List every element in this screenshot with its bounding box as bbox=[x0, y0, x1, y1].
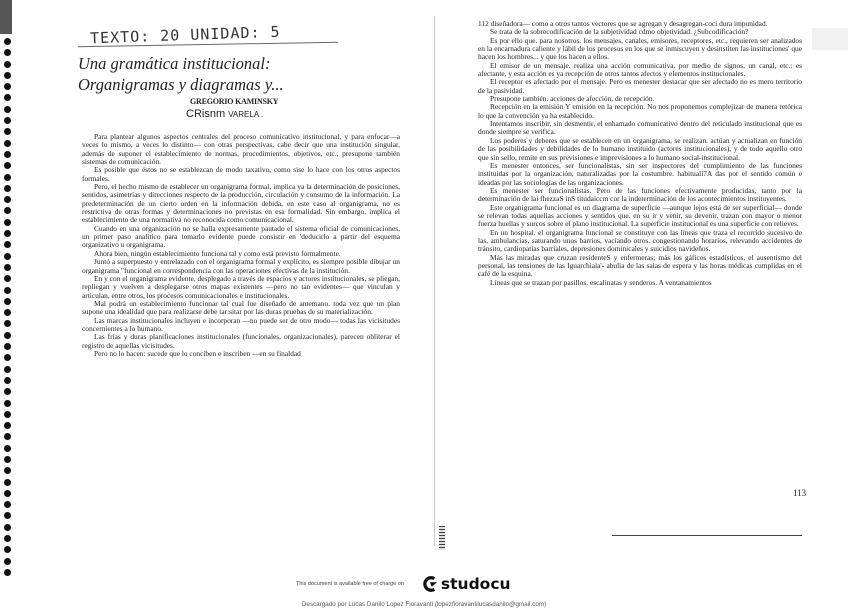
binder-hole-icon bbox=[4, 411, 11, 418]
binder-hole-icon bbox=[4, 558, 11, 565]
right-paragraph: Es menester ser funcionalistas. Pero de las funciones efectivamente producidas, tanto por la determinación de lai fhezzaS inS titudaiccm cor la indeterminación de los acontecimientos instituyentes. bbox=[478, 185, 802, 204]
binder-hole-icon bbox=[4, 569, 11, 576]
right-paragraph: Este organigrama funcional es un diagrama de superficie —aunque lejos está de ser superficial— donde se relevan todas aquellas acciones y sentidos que. en su ir y venir, su devenir, trazan con mayor o menor fuerza huellas y surcos sobre el plano institucional. La superficie institucional es una superficie con relieves. bbox=[478, 202, 802, 229]
title-line-2: Organigramas y diagramas y... bbox=[78, 75, 284, 94]
binder-hole-icon bbox=[4, 83, 11, 90]
binder-hole-icon bbox=[4, 343, 11, 350]
binder-hole-icon bbox=[4, 524, 11, 531]
right-paragraph: Intentamos inscribir, sin desmentir, el enhamado comunicativo dentro del reticulado institucional que es donde siempre se verifica. bbox=[478, 119, 802, 137]
binder-hole-icon bbox=[4, 140, 11, 147]
binder-hole-icon bbox=[4, 241, 11, 248]
binder-holes bbox=[4, 38, 14, 580]
left-paragraph: Las marcas institucionales incluyen e incorporan —no puede ser de otro modo— todas las vicisitudes concernientes a lo humano. bbox=[82, 315, 400, 333]
right-paragraph: En un hospital. el organigrama funcional se constituye con las líneas que traza el recorrido sucesivo de las, ambulancias, saturando unos barrios, vaciando otros. congestionando horarios, relevando accidentes de tránsito, cardiopatías barriales, depresiones dominicales y suicidios navideños. bbox=[478, 227, 802, 254]
binder-hole-icon bbox=[4, 501, 11, 508]
left-paragraph: Las frías y duras planificaciones institucionales (funcionales, organizacionales), parecen obliterar el registro de aquellas vicisitudes. bbox=[82, 332, 400, 350]
left-paragraph: Para plantear algunos aspectos centrales del proceso comunicativo institucional, y para enfocar—a veces lo mismo, a veces lo distinto— con otras perspectivas, cabe decir que una institución singular, además de suponer el establecimiento de normas, procedimientos, objetivos, etc., presupone también sistemas de comunicación. bbox=[82, 132, 400, 167]
binder-hole-icon bbox=[4, 479, 11, 486]
title-line-1: Una gramática institucional: bbox=[78, 54, 271, 73]
binder-hole-icon bbox=[4, 377, 11, 384]
binder-hole-icon bbox=[4, 230, 11, 237]
binder-hole-icon bbox=[4, 309, 11, 316]
page-gutter bbox=[434, 16, 435, 546]
page-corner-mark bbox=[0, 0, 12, 34]
right-paragraph: Más las miradas que cruzan residenteS y enfermeras; más los gáficos estadísticos, el ausentismo del personal, las tensiones de las Iguarchiala'- abulia de las salas de espera y las horas médicas cumplidas en el café de la esquina. bbox=[478, 252, 802, 279]
right-paragraph: Recepción en la emisión Y emisión en la recepción. No nos proponemos complejizar de manera retórica lo que la convención ya ha establecido. bbox=[478, 102, 802, 120]
binder-hole-icon bbox=[4, 354, 11, 361]
handwritten-note: TEXTO: 20 UNIDAD: 5 bbox=[89, 22, 281, 48]
binder-hole-icon bbox=[4, 287, 11, 294]
bottom-rule bbox=[612, 535, 802, 536]
binder-hole-icon bbox=[4, 366, 11, 373]
co-author-last: VARELA . bbox=[228, 110, 264, 119]
binder-hole-icon bbox=[4, 264, 11, 271]
left-paragraph: Ahora bien, ningún establecimiento funciona tal y como está previsto formalmente. bbox=[94, 248, 341, 258]
left-column bbox=[82, 133, 400, 358]
gutter-scan-mark bbox=[439, 526, 445, 550]
availability-text: This document is available free of charge on bbox=[296, 581, 404, 587]
right-column bbox=[478, 20, 802, 287]
co-author-first: CRisnm bbox=[186, 108, 226, 120]
studocu-footer bbox=[296, 574, 511, 594]
binder-hole-icon bbox=[4, 94, 11, 101]
binder-hole-icon bbox=[4, 253, 11, 260]
article-title bbox=[78, 53, 284, 95]
left-paragraph: Es posible que éstos no se establezcan de modo taxativo, como sise lo hace con los otros aspectos formales. bbox=[82, 165, 400, 183]
binder-hole-icon bbox=[4, 546, 11, 553]
binder-hole-icon bbox=[4, 298, 11, 305]
right-paragraph: Presupone también. acciones de afección, de recepción. bbox=[490, 94, 655, 104]
co-author-name bbox=[186, 108, 263, 120]
binder-hole-icon bbox=[4, 445, 11, 452]
binder-hole-icon bbox=[4, 49, 11, 56]
binder-hole-icon bbox=[4, 61, 11, 68]
right-paragraph: Líneas que se trazan por pasillos. escalinatas y senderos. A ventanamientos bbox=[490, 277, 712, 287]
author-name: GREGORIO KAMINSKY bbox=[190, 97, 279, 106]
binder-hole-icon bbox=[4, 219, 11, 226]
binder-hole-icon bbox=[4, 275, 11, 282]
binder-hole-icon bbox=[4, 422, 11, 429]
binder-hole-icon bbox=[4, 196, 11, 203]
binder-hole-icon bbox=[4, 151, 11, 158]
binder-hole-icon bbox=[4, 433, 11, 440]
binder-hole-icon bbox=[4, 162, 11, 169]
binder-hole-icon bbox=[4, 38, 11, 45]
left-paragraph: Mal podrá un establecimiento funcionar tal cual fue diseñado de antemano. toda vez que un plan supone una idealidad que para realizarse debe tar:sitar por las duras pruebas de su materialización. bbox=[82, 298, 400, 317]
binder-hole-icon bbox=[4, 320, 11, 327]
studocu-brand-link[interactable]: studocu bbox=[440, 575, 511, 593]
right-paragraph: Se trata de la sobrecodificación de la subjetividad cdmo objetividad. ¿Subcodificación? bbox=[490, 27, 749, 37]
left-paragraph: Pero, el hecho mismo de establecer un organigrama formal, implica ya la determinación de posiciones, sentidos, asimetrías y direcciones respecto de la producción, circulación y consumo de la información. La predeterminación de un cierto orden en la información debida, en este caso al organigrama, no es restrictiva de otras formas y determinaciones no previstas en esa formalidad. Sin embargo, implica el establecimiento de una normativa no reconocida como comunicacional. bbox=[82, 182, 400, 225]
binder-hole-icon bbox=[4, 467, 11, 474]
binder-hole-icon bbox=[4, 72, 11, 79]
binder-hole-icon bbox=[4, 106, 11, 113]
right-paragraph: El receptor es afectado por el mensaje. Pero es menester destacar que ser afectado no es mero territorio de la pasividad. bbox=[478, 77, 802, 95]
right-paragraph: El emisor de un mensaje. realiza una acción comunicativa, por medio de signos, un canal, etc.: es afectante, y esta acción es ya recepción de otros tantos afectos y elementos institucionales. bbox=[478, 60, 802, 79]
binder-hole-icon bbox=[4, 185, 11, 192]
scan-artifact bbox=[812, 28, 848, 50]
right-paragraph: 112 diseñadora— como a otros tantos vectores que se agregan y desagregan-coci dura impunidad. bbox=[478, 19, 768, 28]
left-paragraph: Cuando en una organización no se halla expresamente pautado el sistema oficial de comunicaciones, un primer paso analítico para tomarlo evidente puede consistir en 'deducirlo a partir del esquema organizativo u organigrama. bbox=[82, 223, 400, 250]
binder-hole-icon bbox=[4, 535, 11, 542]
left-paragraph: Juntó a superpuesto y entrelazado con el organigrama formal y explícito, es siempre posible dibujar un organigrama "funcional en correspondencia con las operaciones efectivas de la institución. bbox=[82, 257, 400, 275]
right-paragraph: Es menester entonces, ser funcionalistas, sin ser inspectores del cumplimiento de las funciones instituidas por la organización, naturalizadas por la costumbre. habituali7A das por el sentido común e ideadas por las sociologías de las organizaciones. bbox=[478, 160, 802, 187]
right-paragraph: Es por ello que. para nosotros. los mensajes, canales, emisores, receptores, etc., requieren ser analizados en la encarnadura caliente y lábil de los procesos en los que se inmiscuyen y desinstiten las instituciones' que hacen los hombres... y que los hacen a ellos. bbox=[478, 35, 802, 62]
binder-hole-icon bbox=[4, 332, 11, 339]
binder-hole-icon bbox=[4, 400, 11, 407]
left-paragraph: Pero no lo hacen: sucede que lo conciben e inscriben —en su finaldad bbox=[94, 348, 301, 358]
binder-hole-icon bbox=[4, 456, 11, 463]
binder-hole-icon bbox=[4, 128, 11, 135]
binder-hole-icon bbox=[4, 512, 11, 519]
binder-hole-icon bbox=[4, 117, 11, 124]
left-paragraph: En y con el organigrama evidente, desplegado a través de espacios y actores institucionales, se pliegan, repliegan y vuelven a desplegarse otros mapas existentes —pero no tan evidentes— que vinculan y articulan, entre otros, los procesos comunicacionales e institucionales. bbox=[82, 273, 400, 300]
binder-hole-icon bbox=[4, 207, 11, 214]
right-paragraph: Los poderes y deberes que se establecen en un organigrama, se realizan. actúan y actualizan en función de las posibilidades y debilidades de lo humano instituido (actores institucionales), y de todo aquello otro que sin sello, remite en sus previsiones e imprevisiones a lo humano social-institucional. bbox=[478, 135, 802, 162]
binder-hole-icon bbox=[4, 490, 11, 497]
studocu-logo-icon[interactable] bbox=[420, 575, 438, 593]
binder-hole-icon bbox=[4, 388, 11, 395]
page-number: 113 bbox=[793, 488, 807, 498]
download-attribution: Descargado por Lucas Danilo Lopez Fioravanti (lopezfioravantilucasdanilo@gmail.com) bbox=[301, 601, 547, 608]
binder-hole-icon bbox=[4, 174, 11, 181]
